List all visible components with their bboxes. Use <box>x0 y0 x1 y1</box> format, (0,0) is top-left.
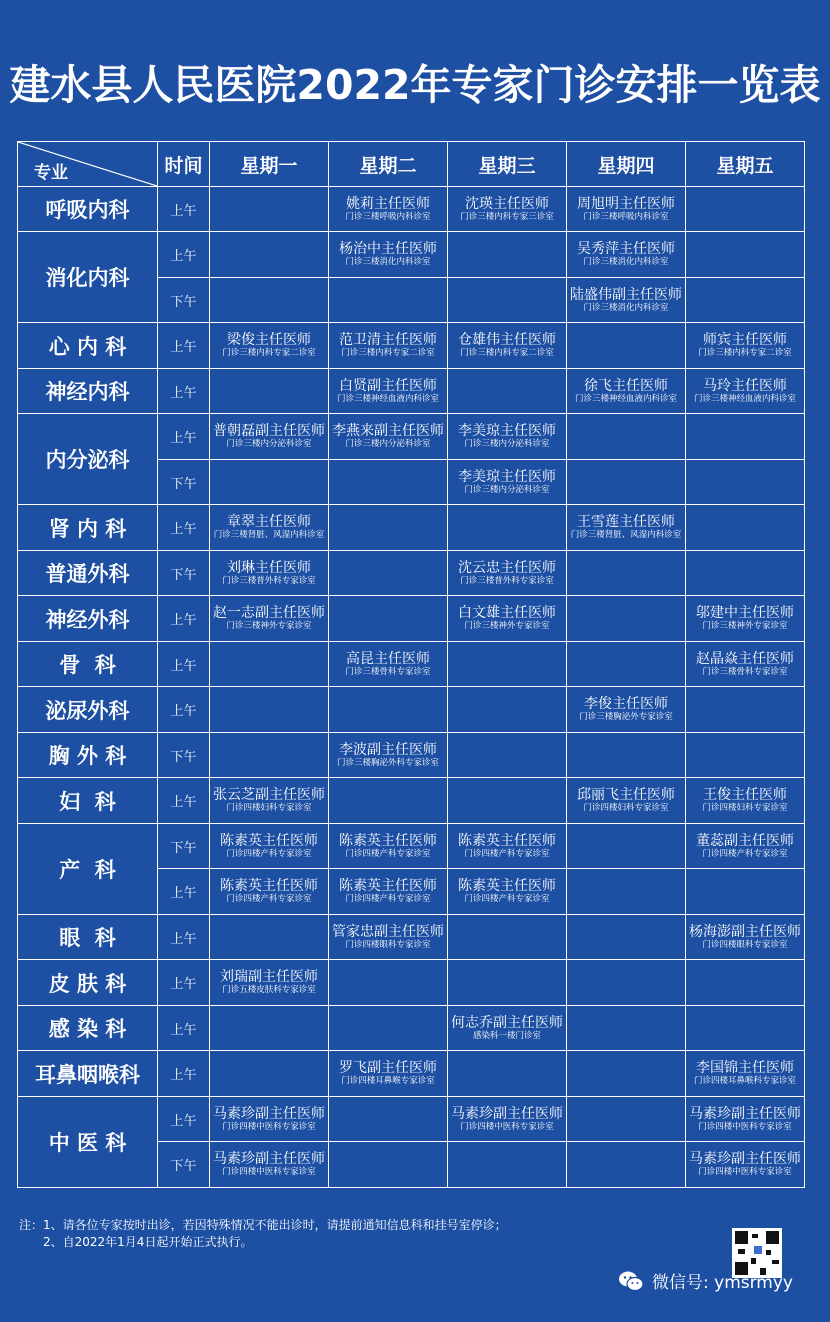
clinic-room: 门诊三楼内科专家二诊室 <box>698 348 792 358</box>
schedule-cell <box>329 960 448 1006</box>
clinic-room: 门诊四楼中医科专家诊室 <box>222 1167 316 1177</box>
schedule-cell <box>210 551 329 596</box>
schedule-cell <box>567 915 686 960</box>
doctor-name: 范卫清主任医师 <box>339 332 437 348</box>
doctor-name: 陈素英主任医师 <box>458 878 556 894</box>
clinic-room: 门诊三楼内分泌科诊室 <box>345 439 431 449</box>
schedule-row <box>18 232 805 278</box>
schedule-cell <box>686 596 805 642</box>
schedule-cell <box>686 642 805 687</box>
session-time: 上午 <box>158 1006 210 1051</box>
schedule-row <box>18 505 805 551</box>
header-day: 星期二 <box>329 142 448 187</box>
session-time: 下午 <box>158 824 210 869</box>
schedule-cell <box>686 733 805 778</box>
session-time: 上午 <box>158 187 210 232</box>
clinic-room: 门诊三楼消化内科诊室 <box>583 257 669 267</box>
schedule-cell <box>448 869 567 915</box>
schedule-cell <box>329 1142 448 1188</box>
department-name: 普通外科 <box>18 551 158 596</box>
schedule-row <box>18 915 805 960</box>
clinic-room: 门诊三楼内分泌科诊室 <box>464 484 550 495</box>
schedule-cell <box>686 960 805 1006</box>
session-time: 上午 <box>158 960 210 1006</box>
department-name: 内分泌科 <box>18 414 158 505</box>
clinic-room: 门诊三楼内科专家三诊室 <box>460 211 554 222</box>
session-time: 上午 <box>158 915 210 960</box>
session-time: 上午 <box>158 414 210 460</box>
schedule-cell <box>210 414 329 460</box>
schedule-cell <box>329 733 448 778</box>
clinic-room: 门诊三楼消化内科诊室 <box>583 302 669 313</box>
schedule-cell <box>686 869 805 915</box>
page-title: 建水县人民医院2022年专家门诊安排一览表 <box>9 61 821 109</box>
clinic-room: 门诊四楼产科专家诊室 <box>345 894 431 904</box>
schedule-row <box>18 778 805 824</box>
clinic-room: 门诊三楼内分泌科诊室 <box>464 439 550 449</box>
schedule-cell <box>210 960 329 1006</box>
doctor-name: 马玲主任医师 <box>703 377 787 394</box>
schedule-cell <box>329 551 448 596</box>
doctor-name: 普朝磊副主任医师 <box>213 423 325 439</box>
schedule-cell <box>567 369 686 414</box>
schedule-cell <box>567 551 686 596</box>
doctor-name: 马素珍副主任医师 <box>213 1105 325 1122</box>
department-name: 眼 科 <box>18 915 158 960</box>
doctor-name: 章翠主任医师 <box>227 514 311 530</box>
department-name: 骨 科 <box>18 642 158 687</box>
session-time: 上午 <box>158 596 210 642</box>
session-time: 下午 <box>158 551 210 596</box>
doctor-name: 李波副主任医师 <box>339 741 437 758</box>
schedule-cell <box>448 414 567 460</box>
clinic-room: 门诊四楼妇科专家诊室 <box>226 803 312 813</box>
clinic-room: 门诊四楼产科专家诊室 <box>702 848 788 859</box>
schedule-cell <box>448 642 567 687</box>
doctor-name: 陈素英主任医师 <box>220 878 318 894</box>
schedule-cell <box>567 824 686 869</box>
schedule-cell <box>329 369 448 414</box>
schedule-cell <box>686 1142 805 1188</box>
schedule-cell <box>448 596 567 642</box>
clinic-room: 门诊三楼神经血液内科诊室 <box>574 393 677 404</box>
clinic-room: 门诊三楼骨科专家诊室 <box>345 666 431 677</box>
schedule-cell <box>567 505 686 551</box>
schedule-table <box>17 141 805 1188</box>
session-time: 上午 <box>158 778 210 824</box>
doctor-name: 董蕊副主任医师 <box>696 832 794 849</box>
wechat-id <box>618 1268 793 1293</box>
schedule-cell <box>448 278 567 323</box>
schedule-cell <box>448 915 567 960</box>
schedule-cell <box>686 1097 805 1142</box>
session-time: 上午 <box>158 1097 210 1142</box>
doctor-name: 王雪莲主任医师 <box>577 514 675 530</box>
schedule-cell <box>567 778 686 824</box>
doctor-name: 仓雄伟主任医师 <box>458 332 556 348</box>
schedule-cell <box>567 187 686 232</box>
schedule-cell <box>329 642 448 687</box>
schedule-cell <box>210 733 329 778</box>
schedule-cell <box>686 460 805 505</box>
doctor-name: 姚莉主任医师 <box>346 195 430 212</box>
department-name: 耳鼻咽喉科 <box>18 1051 158 1097</box>
schedule-cell <box>329 1051 448 1097</box>
schedule-cell <box>329 414 448 460</box>
clinic-room: 门诊四楼眼科专家诊室 <box>702 939 788 950</box>
schedule-cell <box>329 323 448 369</box>
schedule-row <box>18 323 805 369</box>
doctor-name: 陈素英主任医师 <box>339 832 437 849</box>
schedule-cell <box>210 778 329 824</box>
schedule-cell <box>567 278 686 323</box>
schedule-cell <box>567 733 686 778</box>
schedule-cell <box>210 642 329 687</box>
clinic-room: 门诊四楼妇科专家诊室 <box>702 803 788 813</box>
schedule-cell <box>210 460 329 505</box>
schedule-cell <box>686 1051 805 1097</box>
department-name: 感 染 科 <box>18 1006 158 1051</box>
session-time: 下午 <box>158 278 210 323</box>
department-name: 消化内科 <box>18 232 158 323</box>
doctor-name: 何志乔副主任医师 <box>451 1014 563 1031</box>
clinic-room: 门诊三楼普外科专家诊室 <box>222 575 316 586</box>
doctor-name: 李俊主任医师 <box>584 696 668 712</box>
schedule-cell <box>448 551 567 596</box>
schedule-cell <box>567 323 686 369</box>
doctor-name: 高昆主任医师 <box>346 650 430 667</box>
schedule-cell <box>329 278 448 323</box>
schedule-cell <box>210 232 329 278</box>
note-item: 2、自2022年1月4日起开始正式执行。 <box>43 1235 253 1249</box>
schedule-cell <box>686 687 805 733</box>
schedule-cell <box>567 642 686 687</box>
schedule-cell <box>567 1142 686 1188</box>
schedule-row <box>18 1097 805 1142</box>
doctor-name: 马素珍副主任医师 <box>213 1151 325 1167</box>
schedule-cell <box>210 596 329 642</box>
doctor-name: 杨治中主任医师 <box>339 241 437 257</box>
schedule-cell <box>210 1051 329 1097</box>
schedule-cell <box>686 915 805 960</box>
clinic-room: 门诊三楼肾脏、风湿内科诊室 <box>213 530 325 540</box>
clinic-room: 门诊三楼内科专家二诊室 <box>222 348 316 358</box>
schedule-cell <box>448 824 567 869</box>
doctor-name: 师宾主任医师 <box>703 332 787 348</box>
wechat-label: 微信号: ymsrmyy <box>652 1273 793 1293</box>
clinic-room: 门诊三楼肾脏、风湿内科诊室 <box>570 530 682 540</box>
doctor-name: 杨海澎副主任医师 <box>689 923 801 940</box>
department-name: 产 科 <box>18 824 158 915</box>
clinic-room: 门诊四楼妇科专家诊室 <box>583 803 669 813</box>
clinic-room: 门诊四楼产科专家诊室 <box>464 848 550 859</box>
session-time: 上午 <box>158 369 210 414</box>
doctor-name: 马素珍副主任医师 <box>451 1105 563 1122</box>
doctor-name: 李国锦主任医师 <box>696 1060 794 1076</box>
schedule-cell <box>686 778 805 824</box>
department-name: 肾 内 科 <box>18 505 158 551</box>
doctor-name: 周旭明主任医师 <box>577 195 675 212</box>
schedule-row <box>18 187 805 232</box>
department-name: 呼吸内科 <box>18 187 158 232</box>
schedule-cell <box>329 596 448 642</box>
schedule-cell <box>686 1006 805 1051</box>
doctor-name: 刘琳主任医师 <box>227 559 311 576</box>
schedule-row <box>18 596 805 642</box>
clinic-room: 门诊四楼眼科专家诊室 <box>345 939 431 950</box>
schedule-cell <box>448 323 567 369</box>
clinic-room: 门诊三楼神外专家诊室 <box>226 621 312 631</box>
schedule-row <box>18 369 805 414</box>
schedule-cell <box>329 187 448 232</box>
schedule-cell <box>210 869 329 915</box>
clinic-room: 门诊四楼产科专家诊室 <box>226 894 312 904</box>
schedule-cell <box>448 460 567 505</box>
schedule-row <box>18 1051 805 1097</box>
doctor-name: 刘瑞副主任医师 <box>220 969 318 985</box>
clinic-room: 门诊三楼内科专家二诊室 <box>341 348 435 358</box>
header-time: 时间 <box>158 142 210 187</box>
doctor-name: 赵一志副主任医师 <box>213 605 325 621</box>
schedule-row <box>18 687 805 733</box>
clinic-room: 门诊三楼胸泌外专家诊室 <box>579 712 673 722</box>
schedule-cell <box>686 232 805 278</box>
clinic-room: 门诊三楼神外专家诊室 <box>464 621 550 631</box>
schedule-cell <box>210 187 329 232</box>
doctor-name: 李美琼主任医师 <box>458 468 556 485</box>
schedule-cell <box>329 505 448 551</box>
department-name: 妇 科 <box>18 778 158 824</box>
schedule-cell <box>448 232 567 278</box>
header-row <box>18 142 805 187</box>
clinic-room: 门诊四楼产科专家诊室 <box>226 848 312 859</box>
header-specialty <box>18 142 158 187</box>
clinic-room: 门诊四楼中医科专家诊室 <box>698 1167 792 1177</box>
doctor-name: 管家忠副主任医师 <box>332 923 444 940</box>
department-name: 泌尿外科 <box>18 687 158 733</box>
doctor-name: 吴秀萍主任医师 <box>577 241 675 257</box>
doctor-name: 邬建中主任医师 <box>696 605 794 621</box>
session-time: 下午 <box>158 1142 210 1188</box>
schedule-cell <box>448 1051 567 1097</box>
schedule-cell <box>329 778 448 824</box>
schedule-cell <box>567 232 686 278</box>
department-name: 中 医 科 <box>18 1097 158 1188</box>
header-specialty-label: 专业 <box>34 163 68 183</box>
schedule-row <box>18 551 805 596</box>
doctor-name: 陈素英主任医师 <box>220 832 318 849</box>
schedule-cell <box>567 1051 686 1097</box>
department-name: 神经内科 <box>18 369 158 414</box>
schedule-row <box>18 414 805 460</box>
schedule-cell <box>567 1097 686 1142</box>
schedule-cell <box>210 505 329 551</box>
schedule-cell <box>686 187 805 232</box>
clinic-room: 门诊三楼神经血液内科诊室 <box>693 393 796 404</box>
schedule-row <box>18 1006 805 1051</box>
schedule-cell <box>210 369 329 414</box>
schedule-cell <box>448 1006 567 1051</box>
notes-prefix: 注： <box>19 1218 44 1232</box>
schedule-cell <box>329 232 448 278</box>
schedule-cell <box>448 187 567 232</box>
department-name: 皮 肤 科 <box>18 960 158 1006</box>
doctor-name: 罗飞副主任医师 <box>339 1060 437 1076</box>
clinic-room: 门诊四楼中医科专家诊室 <box>222 1121 316 1132</box>
clinic-room: 门诊四楼中医科专家诊室 <box>460 1121 554 1132</box>
schedule-cell <box>329 1097 448 1142</box>
schedule-row <box>18 642 805 687</box>
clinic-room: 感染科一楼门诊室 <box>472 1030 541 1041</box>
doctor-name: 陈素英主任医师 <box>339 878 437 894</box>
header-day: 星期一 <box>210 142 329 187</box>
session-time: 上午 <box>158 323 210 369</box>
session-time: 上午 <box>158 1051 210 1097</box>
doctor-name: 徐飞主任医师 <box>584 377 668 394</box>
schedule-cell <box>686 551 805 596</box>
session-time: 下午 <box>158 733 210 778</box>
schedule-cell <box>210 323 329 369</box>
session-time: 上午 <box>158 505 210 551</box>
schedule-cell <box>448 960 567 1006</box>
schedule-cell <box>686 505 805 551</box>
doctor-name: 邱丽飞主任医师 <box>577 787 675 803</box>
doctor-name: 白文雄主任医师 <box>458 605 556 621</box>
doctor-name: 张云芝副主任医师 <box>213 787 325 803</box>
schedule-cell <box>448 778 567 824</box>
schedule-cell <box>329 1006 448 1051</box>
schedule-cell <box>567 596 686 642</box>
schedule-cell <box>448 505 567 551</box>
schedule-cell <box>448 369 567 414</box>
department-name: 神经外科 <box>18 596 158 642</box>
clinic-room: 门诊三楼骨科专家诊室 <box>702 666 788 677</box>
schedule-cell <box>210 824 329 869</box>
session-time: 上午 <box>158 642 210 687</box>
session-time: 上午 <box>158 869 210 915</box>
clinic-room: 门诊四楼产科专家诊室 <box>464 894 550 904</box>
schedule-cell <box>567 1006 686 1051</box>
schedule-cell <box>210 278 329 323</box>
clinic-room: 门诊三楼内分泌科诊室 <box>226 439 312 449</box>
schedule-cell <box>210 687 329 733</box>
schedule-cell <box>686 369 805 414</box>
header-day: 星期三 <box>448 142 567 187</box>
schedule-cell <box>329 869 448 915</box>
doctor-name: 陆盛伟副主任医师 <box>570 286 682 303</box>
clinic-room: 门诊三楼呼吸内科诊室 <box>345 211 431 222</box>
clinic-room: 门诊四楼产科专家诊室 <box>345 848 431 859</box>
department-name: 胸 外 科 <box>18 733 158 778</box>
session-time: 上午 <box>158 232 210 278</box>
doctor-name: 沈云忠主任医师 <box>458 559 556 576</box>
header-day: 星期四 <box>567 142 686 187</box>
wechat-icon <box>618 1270 644 1292</box>
schedule-cell <box>329 915 448 960</box>
schedule-cell <box>567 960 686 1006</box>
doctor-name: 李美琼主任医师 <box>458 423 556 439</box>
schedule-cell <box>567 687 686 733</box>
schedule-cell <box>686 323 805 369</box>
schedule-row <box>18 960 805 1006</box>
doctor-name: 沈瑛主任医师 <box>465 195 549 212</box>
doctor-name: 马素珍副主任医师 <box>689 1105 801 1122</box>
schedule-cell <box>329 824 448 869</box>
clinic-room: 门诊三楼内科专家二诊室 <box>460 348 554 358</box>
clinic-room: 门诊五楼皮肤科专家诊室 <box>222 985 316 995</box>
notes <box>19 1217 507 1251</box>
schedule-cell <box>448 1142 567 1188</box>
schedule-cell <box>686 278 805 323</box>
schedule-cell <box>567 414 686 460</box>
schedule-cell <box>448 687 567 733</box>
clinic-room: 门诊四楼耳鼻喉专家诊室 <box>341 1076 435 1086</box>
clinic-room: 门诊四楼中医科专家诊室 <box>698 1121 792 1132</box>
schedule-cell <box>567 869 686 915</box>
schedule-cell <box>686 414 805 460</box>
schedule-cell <box>686 824 805 869</box>
clinic-room: 门诊三楼消化内科诊室 <box>345 257 431 267</box>
schedule-cell <box>329 460 448 505</box>
clinic-room: 门诊三楼神经血液内科诊室 <box>336 393 439 404</box>
doctor-name: 李燕来副主任医师 <box>332 423 444 439</box>
clinic-room: 门诊三楼普外科专家诊室 <box>460 575 554 586</box>
doctor-name: 马素珍副主任医师 <box>689 1151 801 1167</box>
schedule-cell <box>448 1097 567 1142</box>
schedule-cell <box>210 1006 329 1051</box>
doctor-name: 白贤副主任医师 <box>339 377 437 394</box>
schedule-cell <box>567 460 686 505</box>
department-name: 心 内 科 <box>18 323 158 369</box>
doctor-name: 陈素英主任医师 <box>458 832 556 849</box>
clinic-room: 门诊三楼呼吸内科诊室 <box>583 211 669 222</box>
schedule-cell <box>329 687 448 733</box>
schedule-row <box>18 824 805 869</box>
header-day: 星期五 <box>686 142 805 187</box>
schedule-cell <box>448 733 567 778</box>
clinic-room: 门诊三楼胸泌外科专家诊室 <box>336 757 439 768</box>
clinic-room: 门诊四楼耳鼻喉科专家诊室 <box>693 1076 796 1086</box>
session-time: 上午 <box>158 687 210 733</box>
doctor-name: 赵晶焱主任医师 <box>696 650 794 667</box>
schedule-cell <box>210 915 329 960</box>
schedule-cell <box>210 1097 329 1142</box>
session-time: 下午 <box>158 460 210 505</box>
note-item: 1、请各位专家按时出诊，若因特殊情况不能出诊时，请提前通知信息科和挂号室停诊； <box>43 1218 507 1232</box>
clinic-room: 门诊三楼神外专家诊室 <box>702 621 788 631</box>
schedule-cell <box>210 1142 329 1188</box>
doctor-name: 王俊主任医师 <box>703 787 787 803</box>
doctor-name: 梁俊主任医师 <box>227 332 311 348</box>
schedule-row <box>18 733 805 778</box>
